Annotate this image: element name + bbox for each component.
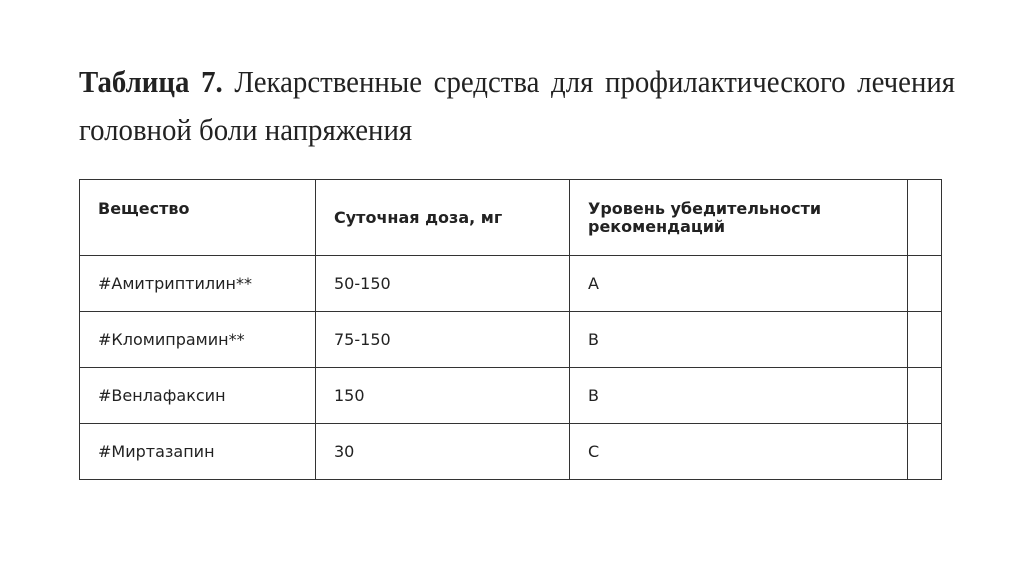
cell-level: B bbox=[570, 368, 908, 424]
cell-dose: 150 bbox=[316, 368, 570, 424]
cell-substance: #Венлафаксин bbox=[80, 368, 316, 424]
cell-dose: 30 bbox=[316, 424, 570, 480]
cell-level: A bbox=[570, 256, 908, 312]
cell-empty bbox=[908, 424, 942, 480]
header-empty bbox=[908, 180, 942, 256]
cell-level: C bbox=[570, 424, 908, 480]
table-row bbox=[80, 256, 942, 312]
cell-empty bbox=[908, 256, 942, 312]
table-row bbox=[80, 424, 942, 480]
table-row bbox=[80, 368, 942, 424]
cell-substance: #Амитриптилин** bbox=[80, 256, 316, 312]
cell-empty bbox=[908, 368, 942, 424]
table-header-row bbox=[80, 180, 942, 256]
caption-text: Лекарственные средства для профилактического лечения головной боли напряжения bbox=[79, 64, 956, 147]
header-daily-dose: Суточная доза, мг bbox=[316, 180, 570, 256]
drug-table bbox=[79, 179, 942, 480]
table-caption bbox=[79, 58, 955, 154]
cell-dose: 75-150 bbox=[316, 312, 570, 368]
cell-empty bbox=[908, 312, 942, 368]
cell-substance: #Миртазапин bbox=[80, 424, 316, 480]
cell-substance: #Кломипрамин** bbox=[80, 312, 316, 368]
cell-dose: 50-150 bbox=[316, 256, 570, 312]
caption-label: Таблица 7. bbox=[79, 64, 223, 99]
cell-level: B bbox=[570, 312, 908, 368]
header-recommendation-level: Уровень убедительности рекомендаций bbox=[570, 180, 908, 256]
table-row bbox=[80, 312, 942, 368]
header-substance: Вещество bbox=[80, 180, 316, 256]
